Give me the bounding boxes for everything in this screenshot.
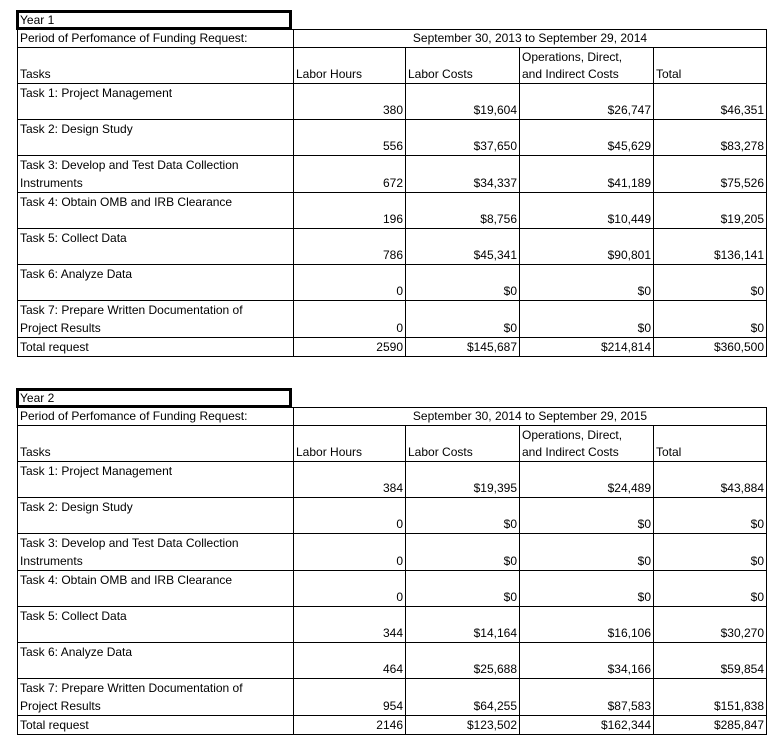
task-name-line: Project Results <box>20 699 101 713</box>
task-name-line: Task 3: Develop and Test Data Collection <box>20 536 239 550</box>
header-labor-hours: Labor Hours <box>294 48 406 84</box>
task-name-line: Task 7: Prepare Written Documentation of <box>20 303 243 317</box>
task-total: $136,141 <box>654 229 767 265</box>
operations-costs: $0 <box>520 498 654 534</box>
header-operations-costs <box>520 426 654 462</box>
labor-costs: $8,756 <box>406 193 520 229</box>
table-row <box>18 301 767 338</box>
task-name <box>18 156 294 193</box>
operations-costs: $90,801 <box>520 229 654 265</box>
header-labor-costs: Labor Costs <box>406 48 520 84</box>
task-name-line: Task 4: Obtain OMB and IRB Clearance <box>20 195 233 209</box>
labor-costs: $37,650 <box>406 120 520 156</box>
task-total: $0 <box>654 534 767 571</box>
task-name <box>18 607 294 643</box>
task-total: $46,351 <box>654 84 767 120</box>
period-dates: September 30, 2013 to September 29, 2014 <box>294 30 767 48</box>
labor-costs: $25,688 <box>406 643 520 679</box>
task-total: $83,278 <box>654 120 767 156</box>
task-name <box>18 679 294 716</box>
header-total: Total <box>654 426 767 462</box>
task-name-line: Task 7: Prepare Written Documentation of <box>20 681 243 695</box>
total-operations-costs: $214,814 <box>520 338 654 357</box>
table-row <box>18 498 767 534</box>
header-tasks: Tasks <box>18 426 294 462</box>
labor-costs: $64,255 <box>406 679 520 716</box>
operations-costs: $0 <box>520 534 654 571</box>
table-row <box>18 156 767 193</box>
labor-hours: 0 <box>294 265 406 301</box>
labor-costs: $19,395 <box>406 462 520 498</box>
period-dates: September 30, 2014 to September 29, 2015 <box>294 408 767 426</box>
total-row <box>18 716 767 735</box>
year-title: Year 1 <box>16 10 292 30</box>
labor-hours: 0 <box>294 534 406 571</box>
table-row <box>18 462 767 498</box>
task-name <box>18 84 294 120</box>
total-row <box>18 338 767 357</box>
budget-table <box>17 29 767 357</box>
task-total: $151,838 <box>654 679 767 716</box>
task-name-line: Task 6: Analyze Data <box>20 267 133 281</box>
labor-hours: 556 <box>294 120 406 156</box>
period-label: Period of Perfomance of Funding Request: <box>18 30 294 48</box>
header-ops-line: and Indirect Costs <box>522 445 619 459</box>
period-row <box>18 408 767 426</box>
labor-costs: $34,337 <box>406 156 520 193</box>
table-row <box>18 229 767 265</box>
total-labor-costs: $123,502 <box>406 716 520 735</box>
task-total: $19,205 <box>654 193 767 229</box>
task-name-line: Task 2: Design Study <box>20 122 133 136</box>
table-row <box>18 265 767 301</box>
labor-hours: 0 <box>294 498 406 534</box>
period-row <box>18 30 767 48</box>
labor-costs: $19,604 <box>406 84 520 120</box>
operations-costs: $0 <box>520 571 654 607</box>
period-label: Period of Perfomance of Funding Request: <box>18 408 294 426</box>
task-name-line: Task 6: Analyze Data <box>20 645 133 659</box>
operations-costs: $0 <box>520 265 654 301</box>
labor-hours: 380 <box>294 84 406 120</box>
task-total: $0 <box>654 571 767 607</box>
header-row <box>18 48 767 84</box>
task-total: $0 <box>654 265 767 301</box>
task-name-line: Instruments <box>20 176 83 190</box>
table-row <box>18 84 767 120</box>
header-row <box>18 426 767 462</box>
header-total: Total <box>654 48 767 84</box>
table-row <box>18 193 767 229</box>
labor-hours: 672 <box>294 156 406 193</box>
task-name <box>18 193 294 229</box>
total-hours: 2590 <box>294 338 406 357</box>
task-name <box>18 571 294 607</box>
labor-costs: $45,341 <box>406 229 520 265</box>
operations-costs: $0 <box>520 301 654 338</box>
labor-hours: 344 <box>294 607 406 643</box>
labor-hours: 0 <box>294 571 406 607</box>
year-title: Year 2 <box>16 388 292 408</box>
labor-costs: $14,164 <box>406 607 520 643</box>
task-total: $0 <box>654 301 767 338</box>
grand-total: $360,500 <box>654 338 767 357</box>
labor-hours: 786 <box>294 229 406 265</box>
header-labor-hours: Labor Hours <box>294 426 406 462</box>
total-operations-costs: $162,344 <box>520 716 654 735</box>
operations-costs: $24,489 <box>520 462 654 498</box>
task-total: $0 <box>654 498 767 534</box>
task-name <box>18 462 294 498</box>
total-label: Total request <box>18 338 294 357</box>
total-label: Total request <box>18 716 294 735</box>
task-total: $75,526 <box>654 156 767 193</box>
labor-costs: $0 <box>406 534 520 571</box>
task-total: $43,884 <box>654 462 767 498</box>
operations-costs: $16,106 <box>520 607 654 643</box>
operations-costs: $10,449 <box>520 193 654 229</box>
labor-costs: $0 <box>406 265 520 301</box>
total-hours: 2146 <box>294 716 406 735</box>
header-ops-line: Operations, Direct, <box>522 428 623 442</box>
labor-costs: $0 <box>406 498 520 534</box>
task-name-line: Task 3: Develop and Test Data Collection <box>20 158 239 172</box>
table-row <box>18 120 767 156</box>
task-name-line: Task 1: Project Management <box>20 464 173 478</box>
task-name-line: Task 4: Obtain OMB and IRB Clearance <box>20 573 233 587</box>
operations-costs: $26,747 <box>520 84 654 120</box>
labor-costs: $0 <box>406 571 520 607</box>
header-labor-costs: Labor Costs <box>406 426 520 462</box>
task-name-line: Task 2: Design Study <box>20 500 133 514</box>
budget-table <box>17 407 767 735</box>
labor-hours: 464 <box>294 643 406 679</box>
labor-hours: 384 <box>294 462 406 498</box>
task-name <box>18 498 294 534</box>
task-name <box>18 534 294 571</box>
task-name-line: Task 1: Project Management <box>20 86 173 100</box>
header-operations-costs <box>520 48 654 84</box>
task-name <box>18 265 294 301</box>
task-name-line: Instruments <box>20 554 83 568</box>
task-name-line: Project Results <box>20 321 101 335</box>
task-name <box>18 120 294 156</box>
header-tasks: Tasks <box>18 48 294 84</box>
header-ops-line: and Indirect Costs <box>522 67 619 81</box>
labor-hours: 954 <box>294 679 406 716</box>
total-labor-costs: $145,687 <box>406 338 520 357</box>
labor-costs: $0 <box>406 301 520 338</box>
task-name-line: Task 5: Collect Data <box>20 231 127 245</box>
task-total: $59,854 <box>654 643 767 679</box>
task-name <box>18 301 294 338</box>
grand-total: $285,847 <box>654 716 767 735</box>
task-name <box>18 643 294 679</box>
task-name <box>18 229 294 265</box>
operations-costs: $41,189 <box>520 156 654 193</box>
task-total: $30,270 <box>654 607 767 643</box>
operations-costs: $45,629 <box>520 120 654 156</box>
labor-hours: 0 <box>294 301 406 338</box>
table-row <box>18 679 767 716</box>
labor-hours: 196 <box>294 193 406 229</box>
table-row <box>18 571 767 607</box>
operations-costs: $34,166 <box>520 643 654 679</box>
operations-costs: $87,583 <box>520 679 654 716</box>
header-ops-line: Operations, Direct, <box>522 50 623 64</box>
task-name-line: Task 5: Collect Data <box>20 609 127 623</box>
table-row <box>18 534 767 571</box>
table-row <box>18 607 767 643</box>
table-row <box>18 643 767 679</box>
